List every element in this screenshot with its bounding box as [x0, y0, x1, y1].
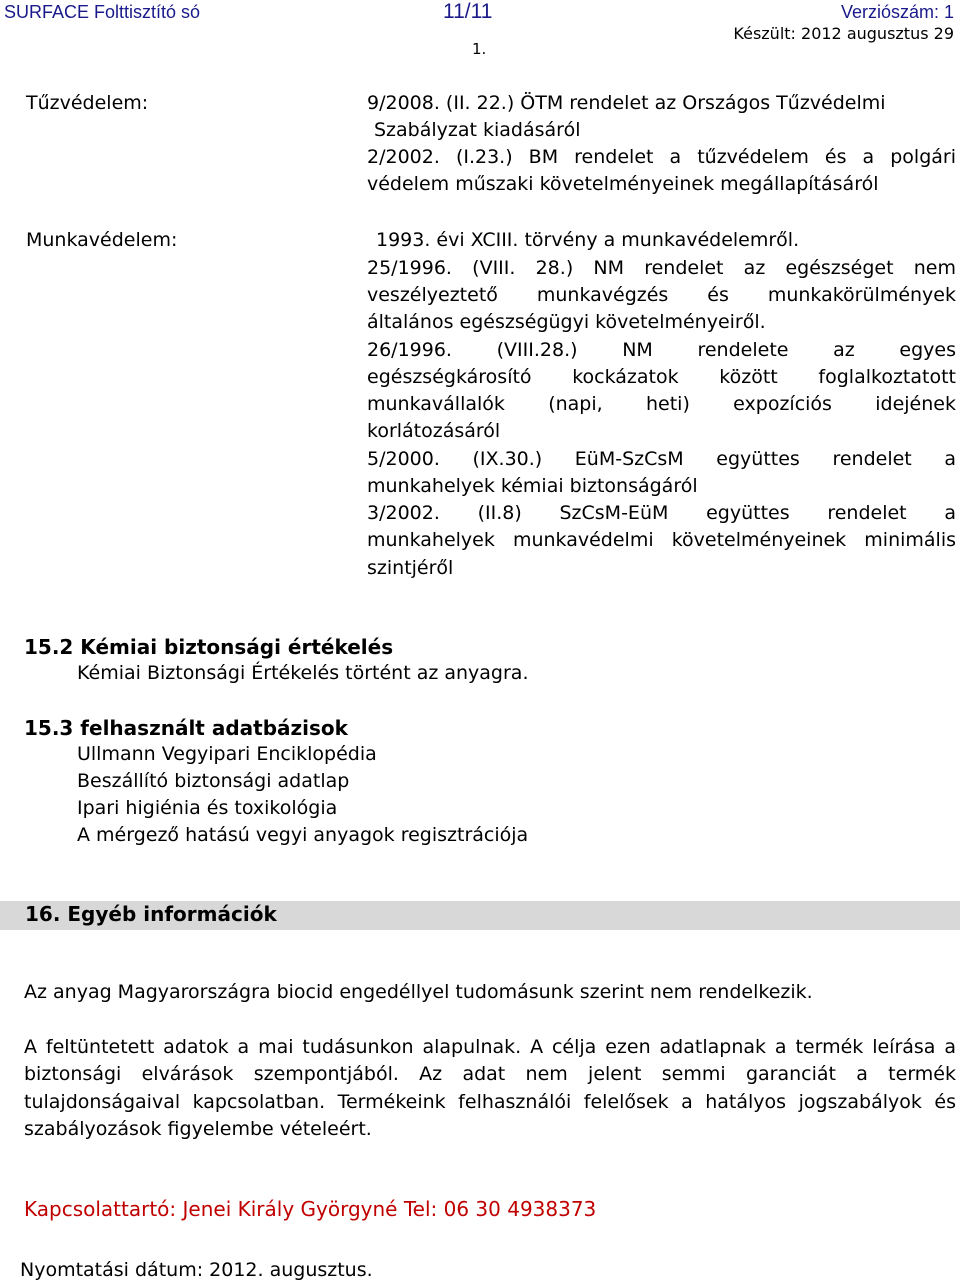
contact-info: Kapcsolattartó: Jenei Király Györgyné Tel: 06 30 4938373 — [24, 1197, 597, 1221]
regulation-line: egészségkárosító kockázatok között foglalkoztatott — [367, 366, 956, 388]
list-item: Ipari higiénia és toxikológia — [77, 797, 338, 819]
regulation-line: korlátozásáról — [367, 420, 501, 442]
list-item: A mérgező hatású vegyi anyagok regisztrációja — [77, 824, 529, 846]
print-date: Nyomtatási dátum: 2012. augusztus. — [20, 1259, 373, 1281]
section-15-2-text: Kémiai Biztonsági Értékelés történt az anyagra. — [77, 662, 529, 684]
regulation-line: Szabályzat kiadásáról — [374, 119, 581, 141]
section-16-bar — [0, 901, 960, 930]
list-item: Ullmann Vegyipari Enciklopédia — [77, 743, 377, 765]
regulation-line: szintjéről — [367, 557, 454, 579]
disclaimer-paragraph — [24, 1034, 956, 1143]
paragraph-line: A feltüntetett adatok a mai tudásunkon alapulnak. A célja ezen adatlapnak a termék leírása a — [24, 1036, 956, 1058]
regulation-line: 5/2000. (IX.30.) EüM-SzCsM együttes rendelet a — [367, 448, 956, 470]
regulation-line: munkavállalók (napi, heti) expozíciós idejének — [367, 393, 956, 415]
regulation-line: 25/1996. (VIII. 28.) NM rendelet az egészséget nem — [367, 257, 956, 279]
version-number: Verziószám: 1 — [840, 2, 954, 22]
regulation-line: általános egészségügyi követelményeiről. — [367, 311, 766, 333]
regulation-line: munkahelyek munkavédelmi követelményeinek minimális — [367, 529, 956, 551]
fire-protection-label: Tűzvédelem: — [26, 92, 149, 114]
prepared-date: Készült: 2012 augusztus 29 — [733, 24, 954, 43]
paragraph-line: biztonsági elvárások szempontjából. Az adat nem jelent semmi garanciát a termék — [24, 1063, 956, 1086]
regulation-line: védelem műszaki követelményeinek megállapításáról — [367, 173, 879, 195]
paragraph-line: szabályozások figyelembe vételeért. — [24, 1117, 372, 1140]
section-15-2-heading: 15.2 Kémiai biztonsági értékelés — [24, 635, 394, 659]
regulation-line: munkahelyek kémiai biztonságáról — [367, 475, 698, 497]
regulation-line: 1993. évi XCIII. törvény a munkavédelemről. — [376, 229, 800, 251]
work-safety-label: Munkavédelem: — [26, 229, 178, 251]
regulation-line: 2/2002. (I.23.) BM rendelet a tűzvédelem és a polgári — [367, 146, 956, 168]
page-number: 11/11 — [443, 0, 493, 23]
regulation-line: veszélyeztető munkavégzés és munkakörülmények — [367, 284, 956, 306]
section-15-3-heading: 15.3 felhasznált adatbázisok — [24, 716, 348, 740]
regulation-line: 26/1996. (VIII.28.) NM rendelete az egyes — [367, 339, 956, 361]
document-title: SURFACE Folttisztító só — [4, 2, 201, 22]
section-16-heading: 16. Egyéb információk — [25, 902, 277, 926]
regulation-line: 9/2008. (II. 22.) ÖTM rendelet az Országos Tűzvédelmi — [367, 92, 886, 114]
paragraph-line: tulajdonságaival kapcsolatban. Termékeink felhasználói felelősek a hatályos jogszabályok és — [24, 1090, 956, 1113]
regulation-line: 3/2002. (II.8) SzCsM-EüM együttes rendelet a — [367, 502, 956, 524]
biocid-statement: Az anyag Magyarországra biocid engedéllyel tudomásunk szerint nem rendelkezik. — [24, 981, 813, 1003]
header-number: 1. — [472, 40, 487, 58]
list-item: Beszállító biztonsági adatlap — [77, 770, 350, 792]
